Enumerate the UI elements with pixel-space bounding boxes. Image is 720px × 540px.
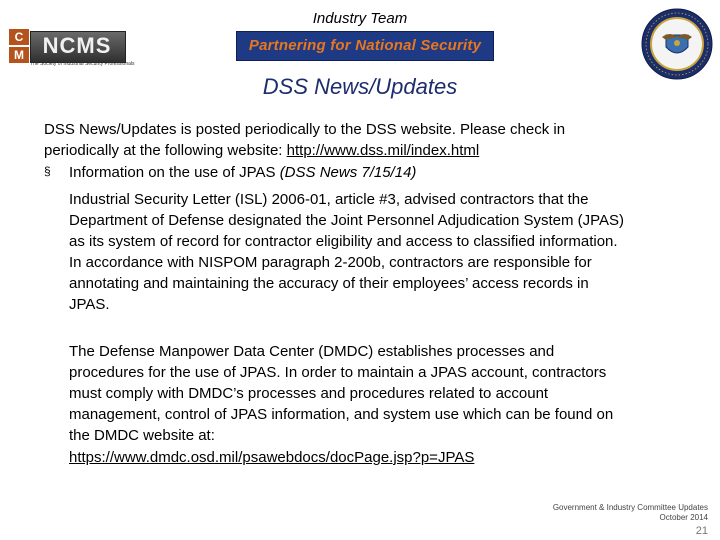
dss-seal-icon bbox=[640, 7, 714, 81]
para1-line: Department of Defense designated the Joint Personnel Adjudication System (JPAS) bbox=[69, 212, 625, 229]
intro-line-2-text: periodically at the following website: bbox=[44, 142, 287, 159]
intro-line-2 bbox=[44, 140, 479, 161]
footer-date: October 2014 bbox=[659, 513, 708, 522]
para2-line: procedures for the use of JPAS. In order to maintain a JPAS account, contractors bbox=[69, 364, 607, 381]
para1-line: In accordance with NISPOM paragraph 2-200b, contractors are responsible for bbox=[69, 254, 592, 271]
ncms-logo bbox=[4, 25, 154, 73]
para2-line: The Defense Manpower Data Center (DMDC) establishes processes and bbox=[69, 343, 555, 360]
ncms-logo-name: NCMS bbox=[42, 33, 112, 58]
para1-line: annotating and maintaining the accuracy of their employees’ access records in bbox=[69, 275, 589, 292]
dmdc-website-link[interactable]: https://www.dmdc.osd.mil/psawebdocs/docPage.jsp?p=JPAS bbox=[69, 449, 475, 466]
intro-line-1: DSS News/Updates is posted periodically to the DSS website. Please check in bbox=[44, 121, 566, 138]
bullet-heading-source: (DSS News 7/15/14) bbox=[279, 164, 417, 181]
dmdc-line bbox=[69, 447, 474, 468]
para1-line: Industrial Security Letter (ISL) 2006-01, article #3, advised contractors that the bbox=[69, 191, 589, 208]
ncms-logo-m-letter: M bbox=[9, 47, 29, 63]
header-label: Industry Team bbox=[312, 10, 408, 27]
page-title: DSS News/Updates bbox=[262, 74, 458, 99]
ncms-logo-tagline: The Society of Industrial Security Professionals bbox=[30, 61, 135, 67]
footer-event: Government & Industry Committee Updates bbox=[552, 503, 708, 512]
para1-line: JPAS. bbox=[69, 296, 110, 313]
para1-line: as its system of record for contractor eligibility and access to classified information. bbox=[69, 233, 618, 250]
para2-line: must comply with DMDC’s processes and procedures related to account bbox=[69, 385, 549, 402]
page-number: 21 bbox=[695, 525, 708, 537]
para2-line: the DMDC website at: bbox=[69, 427, 215, 444]
ncms-logo-c-letter: C bbox=[9, 29, 29, 45]
bullet-heading bbox=[69, 162, 416, 183]
para2-line: management, control of JPAS information, and system use which can be found on bbox=[69, 406, 614, 423]
partnering-banner: Partnering for National Security bbox=[236, 31, 494, 61]
dss-website-link[interactable]: http://www.dss.mil/index.html bbox=[286, 142, 480, 159]
bullet-heading-text: Information on the use of JPAS bbox=[69, 164, 280, 181]
bullet-marker: § bbox=[44, 164, 51, 178]
